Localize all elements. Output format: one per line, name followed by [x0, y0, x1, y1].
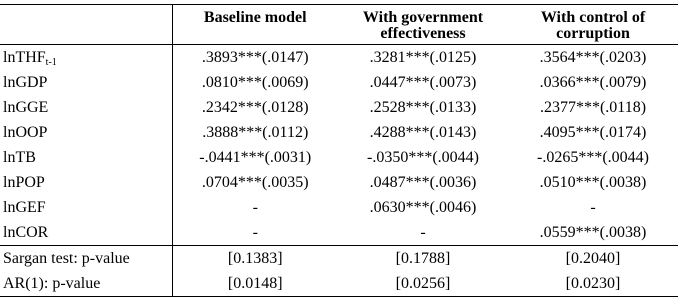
coef-cor: - [590, 199, 596, 216]
coef-gov: .3281***(.0125) [369, 49, 477, 66]
table-row [0, 120, 678, 145]
coef-gov: .2528***(.0133) [369, 99, 477, 116]
coef-gov: - [420, 224, 426, 241]
header-label-cell [0, 5, 172, 45]
coef-baseline: .3888***(.0112) [202, 124, 309, 141]
coef-baseline: .0704***(.0035) [201, 174, 309, 191]
test-cor: [0.0230] [508, 271, 678, 297]
table-row [0, 220, 678, 246]
variable-name: lnGEF [0, 195, 172, 220]
variable-name: lnGGE [0, 95, 172, 120]
variable-name: lnTB [0, 145, 172, 170]
coef-baseline: .3893***(.0147) [201, 49, 309, 66]
header-gov-effectiveness: With government effectiveness [362, 9, 484, 42]
test-label: Sargan test: p-value [0, 246, 172, 272]
coef-cor: .0366***(.0079) [539, 74, 647, 91]
coef-gov: .0487***(.0036) [369, 174, 477, 191]
coef-gov: .0447***(.0073) [369, 74, 477, 91]
table-row [0, 70, 678, 95]
variable-subscript: t-1 [45, 57, 57, 68]
header-row [0, 5, 678, 45]
header-control-of-corruption: With control of corruption [540, 9, 646, 42]
test-baseline: [0.1383] [172, 246, 338, 272]
coef-baseline: -.0441***(.0031) [199, 149, 312, 166]
table-row [0, 170, 678, 195]
test-baseline: [0.0148] [172, 271, 338, 297]
table-row [0, 95, 678, 120]
coef-cor: .0559***(.0038) [539, 224, 647, 241]
variable-name: lnOOP [0, 120, 172, 145]
regression-table [0, 4, 678, 297]
test-label: AR(1): p-value [0, 271, 172, 297]
coef-gov: -.0350***(.0044) [367, 149, 479, 166]
test-row [0, 246, 678, 272]
table-row [0, 45, 678, 71]
coef-baseline: - [252, 199, 258, 216]
variable-name: lnGDP [0, 70, 172, 95]
test-gov: [0.1788] [338, 246, 508, 272]
test-gov: [0.0256] [338, 271, 508, 297]
header-baseline-model: Baseline model [203, 9, 307, 26]
coef-baseline: .0810***(.0069) [201, 74, 309, 91]
table-row [0, 145, 678, 170]
test-cor: [0.2040] [508, 246, 678, 272]
coef-baseline: .2342***(.0128) [201, 99, 309, 116]
coef-cor: .2377***(.0118) [539, 99, 647, 116]
coef-cor: -.0265***(.0044) [537, 149, 649, 166]
coef-cor: .4095***(.0174) [539, 124, 647, 141]
coef-gov: .0630***(.0046) [369, 199, 477, 216]
variable-name: lnTHF$_{t-1}$ [0, 45, 172, 71]
coef-gov: .4288***(.0143) [369, 124, 477, 141]
variable-name: lnPOP [0, 170, 172, 195]
variable-name: lnCOR [0, 220, 172, 246]
coef-baseline: - [252, 224, 258, 241]
coef-cor: .0510***(.0038) [539, 174, 647, 191]
table-row [0, 195, 678, 220]
test-row [0, 271, 678, 297]
coef-cor: .3564***(.0203) [539, 49, 647, 66]
